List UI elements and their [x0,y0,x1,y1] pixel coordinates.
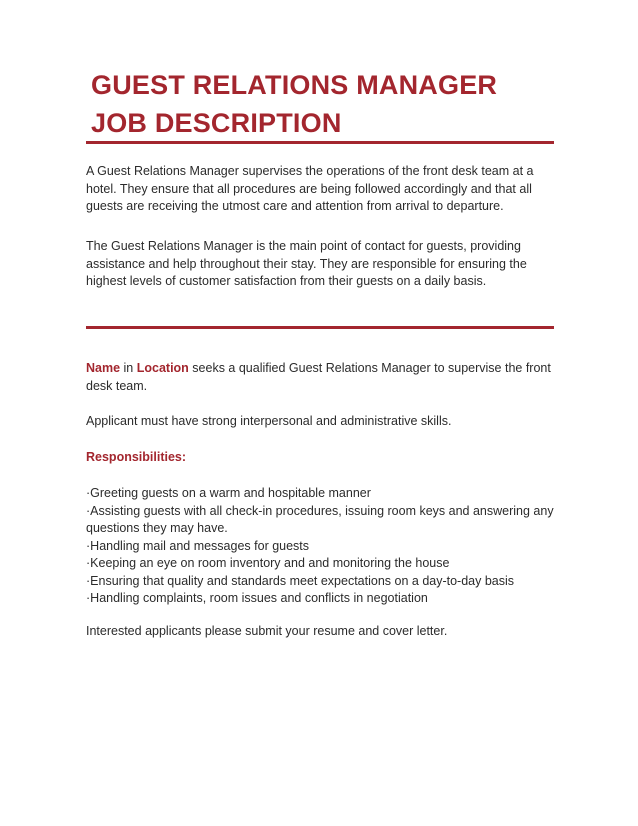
list-item: ·Assisting guests with all check-in procedures, issuing room keys and answering any questions they may have. [86,503,554,535]
intro-paragraph-1: A Guest Relations Manager supervises the operations of the front desk team at a hotel. They ensure that all procedures are being followed accordingly and that all guests are receiving the utmost care and attention from arrival to departure. [86,164,534,213]
lead-text: seeks a qualified Guest Relations Manager to supervise the front desk team. [86,361,551,393]
list-item: ·Handling complaints, room issues and conflicts in negotiation [86,591,428,605]
list-item: ·Ensuring that quality and standards meet expectations on a day-to-day basis [86,573,515,588]
title-line-1: GUEST RELATIONS MANAGER [91,70,498,100]
title-line-2: JOB DESCRIPTION [91,108,342,138]
lead-connector: in [120,361,137,375]
title-divider [86,141,554,144]
posting-lead [86,360,556,395]
list-item: ·Greeting guests on a warm and hospitable manner [86,486,371,500]
location-placeholder: Location [136,361,189,375]
section-divider [86,326,554,329]
responsibilities-heading: Responsibilities: [86,450,187,464]
skills-requirement: Applicant must have strong interpersonal and administrative skills. [86,414,452,428]
responsibilities-list [86,485,556,608]
list-item: ·Keeping an eye on room inventory and and monitoring the house [86,556,450,570]
page-title [91,66,497,142]
list-item: ·Handling mail and messages for guests [86,538,310,553]
closing-statement: Interested applicants please submit your resume and cover letter. [86,624,448,638]
name-placeholder: Name [86,361,121,375]
intro-paragraph-2: The Guest Relations Manager is the main point of contact for guests, providing assistance and help throughout their stay. They are responsible for ensuring the highest levels of customer satisfaction from their guests on a daily basis. [86,239,527,288]
